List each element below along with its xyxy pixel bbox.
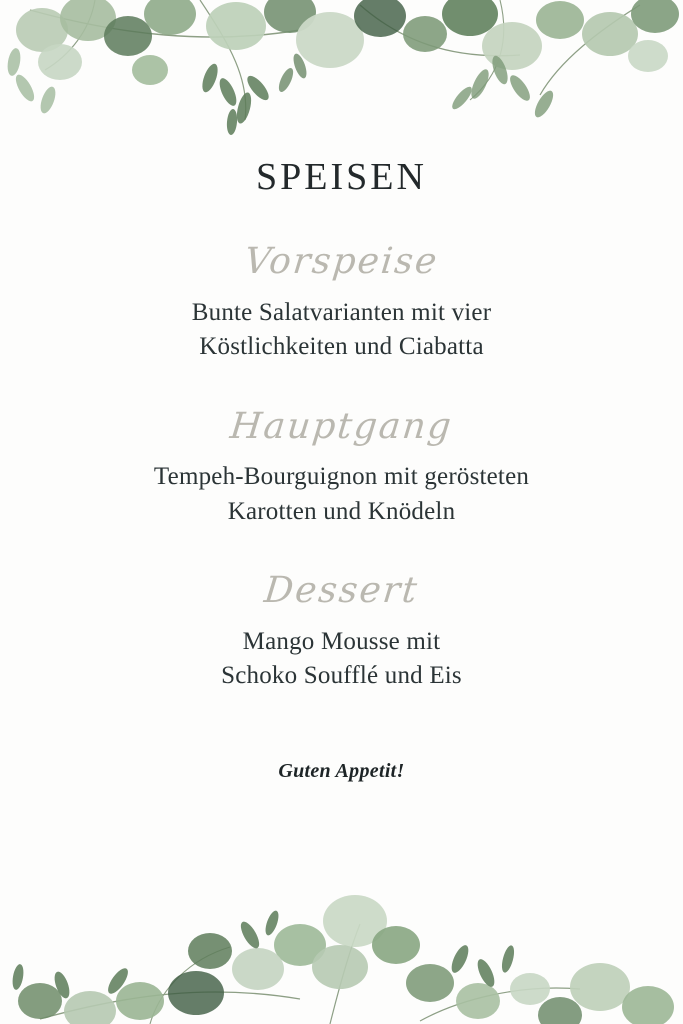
course-description-line: Karotten und Knödeln (227, 497, 456, 525)
course-description-dessert (0, 625, 683, 694)
course-description-line: Tempeh-Bourguignon mit gerösteten (153, 463, 530, 491)
course-description-line: Mango Mousse mit (242, 627, 441, 655)
course-description-line: Köstlichkeiten und Ciabatta (199, 333, 484, 361)
course-description-main (0, 460, 683, 529)
course-description-starter (0, 296, 683, 365)
course-title-dessert: Dessert (262, 570, 421, 612)
page-title: SPEISEN (256, 156, 427, 198)
course-title-starter: Vorspeise (242, 241, 441, 282)
course-block-starter (0, 242, 683, 365)
closing-note: Guten Appetit! (278, 759, 405, 782)
eucalyptus-foliage-bottom (0, 889, 683, 1024)
course-block-main (0, 407, 683, 530)
course-title-main: Hauptgang (228, 405, 455, 447)
course-description-line: Bunte Salatvarianten mit vier (191, 298, 492, 326)
course-block-dessert (0, 571, 683, 694)
course-description-line: Schoko Soufflé und Eis (221, 662, 462, 690)
